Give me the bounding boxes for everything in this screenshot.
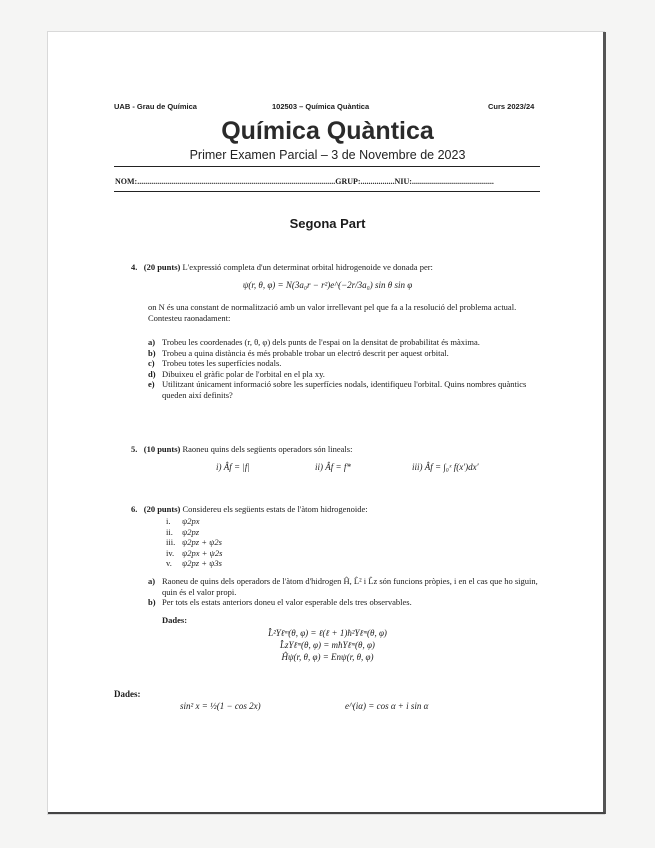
grup-dots: .................: [360, 177, 395, 186]
q6-state-1: i. ψ2px: [166, 516, 200, 526]
nom-label: NOM:: [115, 177, 138, 186]
q6-dades-3: Ĥψ(r, θ, φ) = Enψ(r, θ, φ): [281, 652, 374, 662]
q6-dades-2: L̂zYℓᵐ(θ, φ) = mħYℓᵐ(θ, φ): [280, 640, 375, 650]
q4-note: on N és una constant de normalització amb un valor irrellevant pel que fa a la resolució del problema actual. Contesteu raonadament:: [148, 302, 517, 323]
q4-number: 4.: [131, 262, 138, 272]
q6-state-5: v. ψ2pz + ψ3s: [166, 558, 222, 568]
part-title: Segona Part: [289, 216, 366, 231]
nom-dots: ...................................................................................................: [137, 177, 336, 186]
q5-number: 5.: [131, 444, 138, 454]
q4-intro: [131, 262, 541, 273]
student-info-line: [115, 177, 540, 186]
q4-item-e: e) Utilitzant únicament informació sobre les superfícies nodals, identifiqueu l'orbital. Quins nombres quàntics queden així definits?: [148, 379, 527, 400]
q4-equation: ψ(r, θ, φ) = N(3a₀r − r²)e^(−2r/3a₀) sin θ sin φ: [242, 280, 413, 290]
q6-number: 6.: [131, 504, 138, 514]
q4-item-b: b) Trobeu a quina distància és més probable trobar un electró descrit per aquest orbital.: [148, 347, 449, 358]
grup-label: GRUP:: [335, 177, 361, 186]
q5-op-3: iii) Âf = ∫₀ˣ f(x′)dx′: [412, 462, 479, 472]
niu-label: NIU:: [394, 177, 412, 186]
page-subtitle: Primer Examen Parcial – 3 de Novembre de 2023: [189, 148, 466, 162]
q4-items: [148, 337, 540, 400]
q6-dades: [0, 627, 655, 663]
q4-item-c: c) Trobeu totes les superfícies nodals.: [148, 358, 282, 368]
q6-states: [166, 516, 222, 569]
footer-formula-2: e^(iα) = cos α + i sin α: [345, 701, 429, 711]
q5-op-1: i) Âf = |f|: [216, 462, 250, 472]
q5-intro: [131, 444, 541, 455]
sheet-bottom-edge: [48, 812, 605, 814]
q6-item-a: a) Raoneu de quins dels operadors de l'àtom d'hidrogen Ĥ, L̂² i L̂z són funcions pròpies, i en el cas que ho siguin, quin és el valor propi.: [148, 576, 538, 597]
page-title: Química Quàntica: [221, 117, 434, 145]
q5-op-2: ii) Âf = f*: [315, 462, 351, 472]
niu-dots: .........................................: [411, 177, 494, 186]
q4-intro-text: L'expressió completa d'un determinat orbital hidrogenoide ve donada per:: [182, 262, 433, 272]
q6-dades-1: L̂²Yℓᵐ(θ, φ) = ℓ(ℓ + 1)ħ²Yℓᵐ(θ, φ): [268, 628, 387, 638]
info-rule: [114, 191, 540, 192]
q6-item-b: b) Per tots els estats anteriors doneu el valor esperable dels tres observables.: [148, 597, 412, 607]
q6-points: (20 punts): [143, 504, 181, 514]
q4-item-d: d) Dibuixeu el gràfic polar de l'orbital en el pla xy.: [148, 368, 325, 379]
q5-intro-text: Raoneu quins dels següents operadors són lineals:: [182, 444, 353, 454]
header-right: Curs 2023/24: [488, 102, 535, 111]
q4-points: (20 punts): [143, 262, 181, 272]
q6-state-2: ii. ψ2pz: [166, 526, 200, 537]
q4-item-a: a) Trobeu les coordenades (r, θ, φ) dels punts de l'espai on la densitat de probabilitat és màxima.: [148, 337, 480, 347]
q6-state-4: iv. ψ2px + ψ2s: [166, 547, 223, 558]
q6-intro: [131, 504, 541, 515]
header-left: UAB - Grau de Química: [114, 102, 197, 111]
q5-points: (10 punts): [143, 444, 181, 454]
q6-dades-label: Dades:: [162, 615, 188, 625]
footer-formula-1: sin² x = ½(1 − cos 2x): [180, 701, 261, 711]
title-rule: [114, 166, 540, 167]
q6-items: [148, 576, 543, 608]
footer-dades-label: Dades:: [114, 689, 141, 699]
q6-state-3: iii. ψ2pz + ψ2s: [166, 537, 222, 547]
q6-intro-text: Considereu els següents estats de l'àtom hidrogenoide:: [182, 504, 368, 514]
header-center: 102503 – Química Quàntica: [272, 102, 370, 111]
